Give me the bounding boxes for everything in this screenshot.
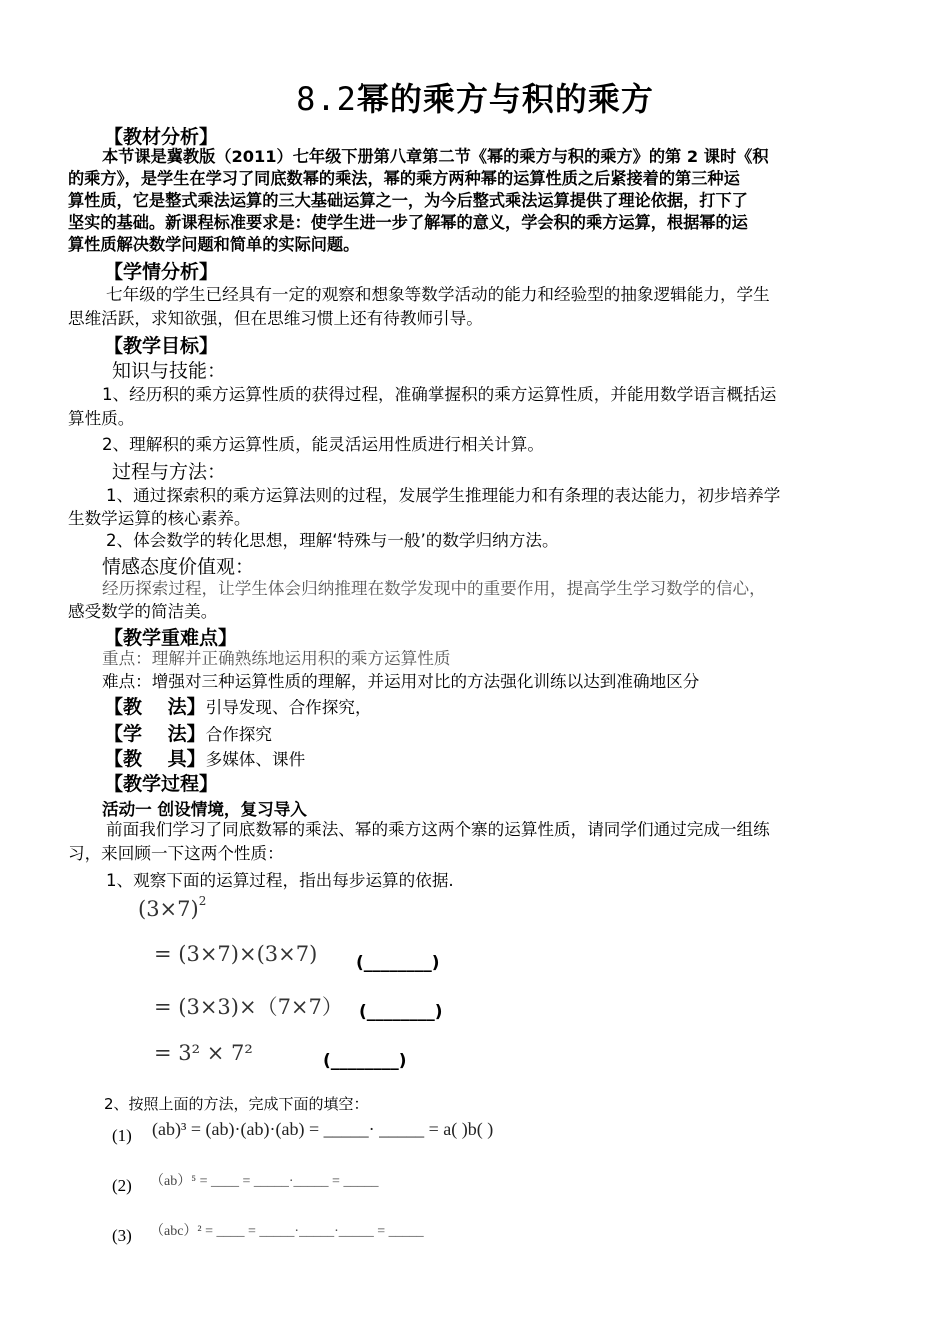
fill-3-number: (3) <box>112 1226 132 1245</box>
question-2: 2、按照上面的方法，完成下面的填空： <box>104 1095 369 1113</box>
learning-method-label: 【学 法】 <box>104 723 206 745</box>
math-line-2: = (3×7)×(3×7) <box>154 942 318 966</box>
fill-1-number: (1) <box>112 1126 132 1145</box>
material-line-4: 坚实的基础。新课程标准要求是：使学生进一步了解幂的意义，学会积的乘方运算，根据幂的运 <box>68 213 748 232</box>
question-1: 1、观察下面的运算过程，指出每步运算的依据. <box>106 871 454 890</box>
teaching-method-value: 引导发现、合作探究， <box>205 698 372 717</box>
process-1-line-1: 1、通过探索积的乘方运算法则的过程，发展学生推理能力和有条理的表达能力，初步培养学 <box>106 486 781 505</box>
process-2: 2、体会数学的转化思想，理解‘特殊与一般’的数学归纳方法。 <box>106 531 559 550</box>
knowledge-title: 知识与技能： <box>112 360 227 382</box>
fill-1-expression[interactable]: (ab)³ = (ab)·(ab)·(ab) = _____· _____ = a( )b( ) <box>152 1119 494 1139</box>
material-line-2: 的乘方》，是学生在学习了同底数幂的乘法，幂的乘方两种幂的运算性质之后紧接着的第三种运 <box>68 169 740 188</box>
fill-2-number: (2) <box>112 1176 132 1195</box>
key-point: 重点：理解并正确熟练地运用积的乘方运算性质 <box>102 649 451 668</box>
math-line-1: $(3\times 7)^2$ <box>138 894 207 921</box>
learning-method <box>104 719 272 746</box>
intro-line-1: 前面我们学习了同底数幂的乘法、幂的乘方这两个寨的运算性质，请同学们通过完成一组练 <box>106 820 770 839</box>
knowledge-2: 2、理解积的乘方运算性质，能灵活运用性质进行相关计算。 <box>102 435 544 454</box>
knowledge-1-line-2: 算性质。 <box>68 409 135 428</box>
learning-method-value: 合作探究 <box>205 725 272 744</box>
activity-title: 活动一 创设情境，复习导入 <box>102 800 307 819</box>
teaching-method <box>104 692 372 719</box>
page-title <box>0 74 950 120</box>
heading-material: 【教材分析】 <box>104 126 219 148</box>
heading-keypoints: 【教学重难点】 <box>104 627 238 649</box>
process-1-line-2: 生数学运算的核心素养。 <box>68 509 251 528</box>
material-line-5: 算性质解决数学问题和简单的实际问题。 <box>68 235 360 254</box>
difficult-point: 难点：增强对三种运算性质的理解，并运用对比的方法强化训练以达到准确地区分 <box>102 672 700 691</box>
title-text: 幂的乘方与积的乘方 <box>356 80 654 118</box>
emotion-title: 情感态度价值观： <box>102 556 255 578</box>
knowledge-1-line-1: 1、经历积的乘方运算性质的获得过程，准确掌握积的乘方运算性质，并能用数学语言概括运 <box>102 385 777 404</box>
blank-reason-3[interactable]: (________) <box>323 1051 407 1071</box>
title-number: 8.2 <box>296 80 357 118</box>
teaching-tools <box>104 744 305 771</box>
heading-process: 【教学过程】 <box>104 773 219 795</box>
blank-reason-1[interactable]: (________) <box>356 953 440 973</box>
students-line-2: 思维活跃，求知欲强，但在思维习惯上还有待教师引导。 <box>68 309 483 328</box>
material-line-3: 算性质，它是整式乘法运算的三大基础运算之一，为今后整式乘法运算提供了理论依据，打下了 <box>68 191 748 210</box>
emotion-line-2: 感受数学的简洁美。 <box>68 602 218 621</box>
heading-goals: 【教学目标】 <box>104 335 219 357</box>
teaching-tools-label: 【教 具】 <box>104 748 206 770</box>
teaching-tools-value: 多媒体、课件 <box>205 750 306 769</box>
material-line-1: 本节课是冀教版（2011）七年级下册第八章第二节《幂的乘方与积的乘方》的第 2 课时《积 <box>102 147 769 166</box>
emotion-line-1: 经历探索过程，让学生体会归纳推理在数学发现中的重要作用，提高学生学习数学的信心， <box>102 579 766 598</box>
teaching-method-label: 【教 法】 <box>104 696 206 718</box>
students-line-1: 七年级的学生已经具有一定的观察和想象等数学活动的能力和经验型的抽象逻辑能力，学生 <box>106 285 770 304</box>
fill-3-expression[interactable]: （abc）² = ____ = _____·_____·_____ = _____ <box>150 1224 424 1239</box>
math-line-4: = 3² × 7² <box>154 1041 253 1065</box>
fill-2-expression[interactable]: （ab）⁵ = ____ = _____·_____ = _____ <box>150 1174 379 1189</box>
math-line-3: = (3×3)×（7×7） <box>154 995 343 1019</box>
heading-students: 【学情分析】 <box>104 261 219 283</box>
process-title: 过程与方法： <box>112 461 227 483</box>
intro-line-2: 习，来回顾一下这两个性质： <box>68 844 284 863</box>
blank-reason-2[interactable]: (________) <box>359 1002 443 1022</box>
